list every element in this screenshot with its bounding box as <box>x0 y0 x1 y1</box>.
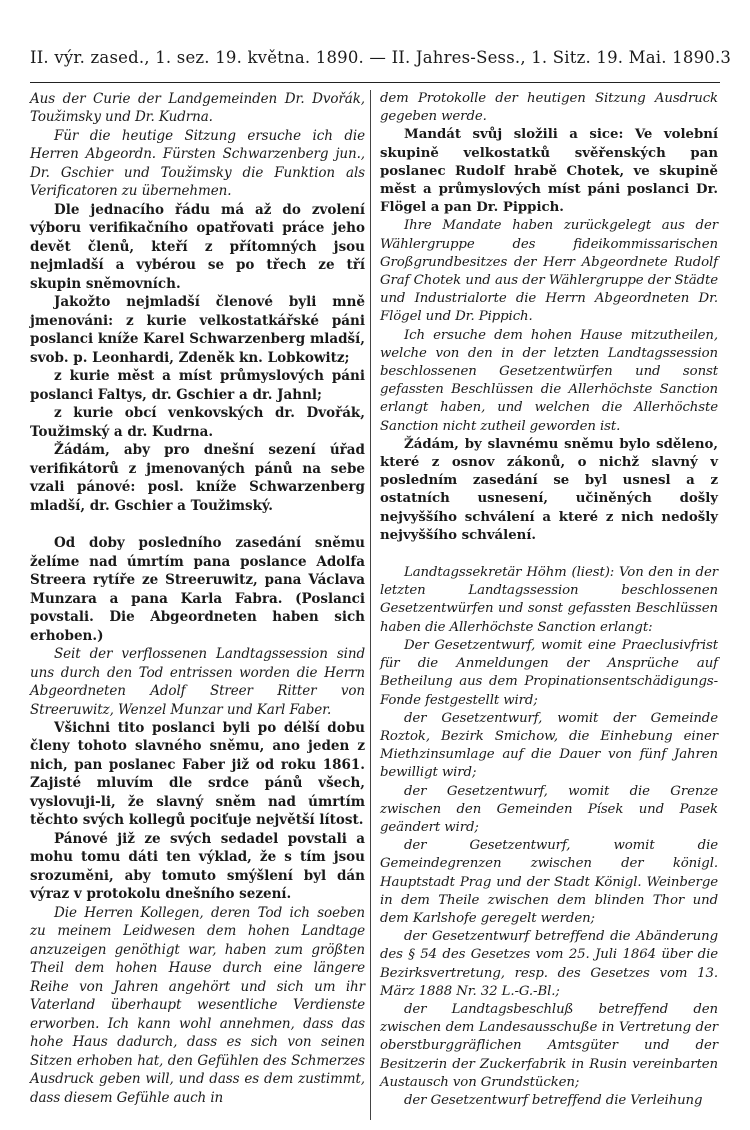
right-paragraph: der Gesetzentwurf, womit die Gemeindegrenzen zwischen der königl. Hauptstadt Prag und der Stadt Königl. Weinberge in dem Theile zwischen dem blinden Thor und dem Karlshofe geregelt werden; <box>380 838 718 926</box>
right-paragraph: Žádám, by slavnému sněmu bylo sděleno, které z osnov zákonů, o nichž slavný v posledním zasedání se byl usnesl a z ostatních usnesení, učiněných došly nejvyššího schválení a které z nich nedošly nejvyššího schválení. <box>380 436 718 543</box>
right-paragraph: Der Gesetzentwurf, womit eine Praeclusivfrist für die Anmeldungen der Ansprüche auf Betheilung aus dem Propinationsentschädigungs-Fonde festgestellt wird; <box>380 637 718 708</box>
left-paragraph: Od doby posledního zasedání sněmu želíme nad úmrtím pana poslance Adolfa Streera rytíře ze Streeruwitz, pana Václava Munzara a pana Karla Fabra. (Poslanci povstali. Die Abgeordneten haben sich erhoben.) <box>30 535 365 644</box>
page-number: 3 <box>720 48 732 67</box>
right-column <box>380 90 718 1110</box>
running-header <box>30 48 732 74</box>
left-paragraph: Für die heutige Sitzung ersuche ich die Herren Abgeordn. Fürsten Schwarzenberg jun., Dr. Gschier und Toužimsky die Funktion als Verificatoren zu übernehmen. <box>30 127 365 200</box>
left-paragraph: z kurie měst a míst průmyslových páni poslanci Faltys, dr. Gschier a dr. Jahnl; <box>30 368 365 403</box>
right-paragraph: der Gesetzentwurf betreffend die Abänderung des § 54 des Gesetzes vom 25. Juli 1864 über die Bezirksvertretung, resp. des Gesetzes vom 13. März 1888 Nr. 32 L.-G.-Bl.; <box>380 929 718 999</box>
right-paragraph: der Gesetzentwurf, womit der Gemeinde Roztok, Bezirk Smichow, die Einhebung einer Miethzinsumlage auf die Dauer von fünf Jahren bewilligt wird; <box>380 710 718 781</box>
left-paragraph: Žádám, aby pro dnešní sezení úřad verifikátorů z jmenovaných pánů na sebe vzali pánové: posl. kníže Schwarzenberg mladší, dr. Gschier a Toužimský. <box>30 442 365 514</box>
left-paragraph: z kurie obcí venkovských dr. Dvořák, Toužimský a dr. Kudrna. <box>30 405 365 440</box>
header-title: II. výr. zased., 1. sez. 19. května. 1890. — II. Jahres-Sess., 1. Sitz. 19. Mai. 1890. <box>30 48 721 67</box>
left-column <box>30 90 365 1107</box>
left-paragraph: Seit der verflossenen Landtagssession sind uns durch den Tod entrissen worden die Herrn Abgeordneten Adolf Streer Ritter von Streeruwitz, Wenzel Munzar und Karl Faber. <box>30 646 365 718</box>
column-divider <box>370 90 371 1120</box>
header-rule <box>30 82 720 83</box>
right-paragraph: der Gesetzentwurf, womit die Grenze zwischen den Gemeinden Písek und Pasek geändert wird; <box>380 783 718 835</box>
left-paragraph: Dle jednacího řádu má až do zvolení výboru verifikačního opatřovati práce jeho devět členů, kteří z přítomných jsou nejmladší a vybérou se po třech ze tří skupin sněmovních. <box>30 201 365 292</box>
right-paragraph: Ich ersuche dem hohen Hause mitzutheilen, welche von den in der letzten Landtagssession beschlossenen Gesetzentwürfen und sonst gefassten Beschlüssen die Allerhöchste Sanction erlangt haben, und welchen die Allerhöchste Sanction nicht zutheil geworden ist. <box>380 327 718 434</box>
left-spacer <box>30 515 365 534</box>
right-paragraph: dem Protokolle der heutigen Sitzung Ausdruck gegeben werde. <box>380 91 718 125</box>
left-paragraph: Die Herren Kollegen, deren Tod ich soeben zu meinem Leidwesen dem hohen Landtage anzuzeigen genöthigt war, haben zum größten Theil dem hohen Hause durch eine längere Reihe von Jahren angehört und sich um ihr Vaterland überhaupt wesentliche Verdienste erworben. Ich kann wohl annehmen, dass das hohe Haus dadurch, dass es sich von seinen Sitzen erhoben hat, den Gefühlen des Schmerzes Ausdruck geben will, und dass es dem zustimmt, dass diesem Gefühle auch in <box>30 904 365 1106</box>
right-paragraph: Landtagssekretär Höhm (liest): Von den in der letzten Landtagssession beschlossenen Gesetzentwürfen und sonst gefassten Beschlüssen haben die Allerhöchste Sanction erlangt: <box>380 565 718 635</box>
right-spacer <box>380 545 718 564</box>
left-paragraph: Pánové již ze svých sedadel povstali a mohu tomu dáti ten výklad, že s tím jsou srozuměni, aby tomuto smýšlení byl dán výraz v protokolu dnešního sezení. <box>30 830 365 903</box>
left-paragraph: Aus der Curie der Landgemeinden Dr. Dvořák, Toužimsky und Dr. Kudrna. <box>30 91 365 126</box>
right-paragraph: Ihre Mandate haben zurückgelegt aus der Wählergruppe des fideikommissarischen Großgrundbesitzes der Herr Abgeordnete Rudolf Graf Chotek und aus der Wählergruppe der Städte und Industrialorte die Herrn Abgeordneten Dr. Flögel und Dr. Pippich. <box>380 218 718 325</box>
right-paragraph: Mandát svůj složili a sice: Ve volební skupině velkostatků svěřenských pan poslanec Rudolf hrabě Chotek, ve skupině měst a průmyslových míst páni poslanci Dr. Flögel a pan Dr. Pippich. <box>380 127 718 216</box>
left-paragraph: Jakožto nejmladší členové byli mně jmenováni: z kurie velkostatkářské páni poslanci kníže Karel Schwarzenberg mladší, svob. p. Leonhardi, Zdeněk kn. Lobkowitz; <box>30 294 365 366</box>
left-paragraph: Všichni tito poslanci byli po délší dobu členy tohoto slavného sněmu, ano jeden z nich, pan poslanec Faber již od roku 1861. Zajisté mluvím dle srdce pánů všech, vyslovuji-li, že slavný sněm nad úmrtím těchto svých kollegů pociťuje největší lítost. <box>30 719 365 829</box>
right-paragraph: der Gesetzentwurf betreffend die Verleihung <box>404 1092 703 1108</box>
right-paragraph: der Landtagsbeschluß betreffend den zwischen dem Landesausschuße in Vertretung der oberstburggräflichen Amtsgüter und der Besitzerin der Zuckerfabrik in Rusin vereinbarten Austausch von Grundstücken; <box>380 1001 718 1090</box>
